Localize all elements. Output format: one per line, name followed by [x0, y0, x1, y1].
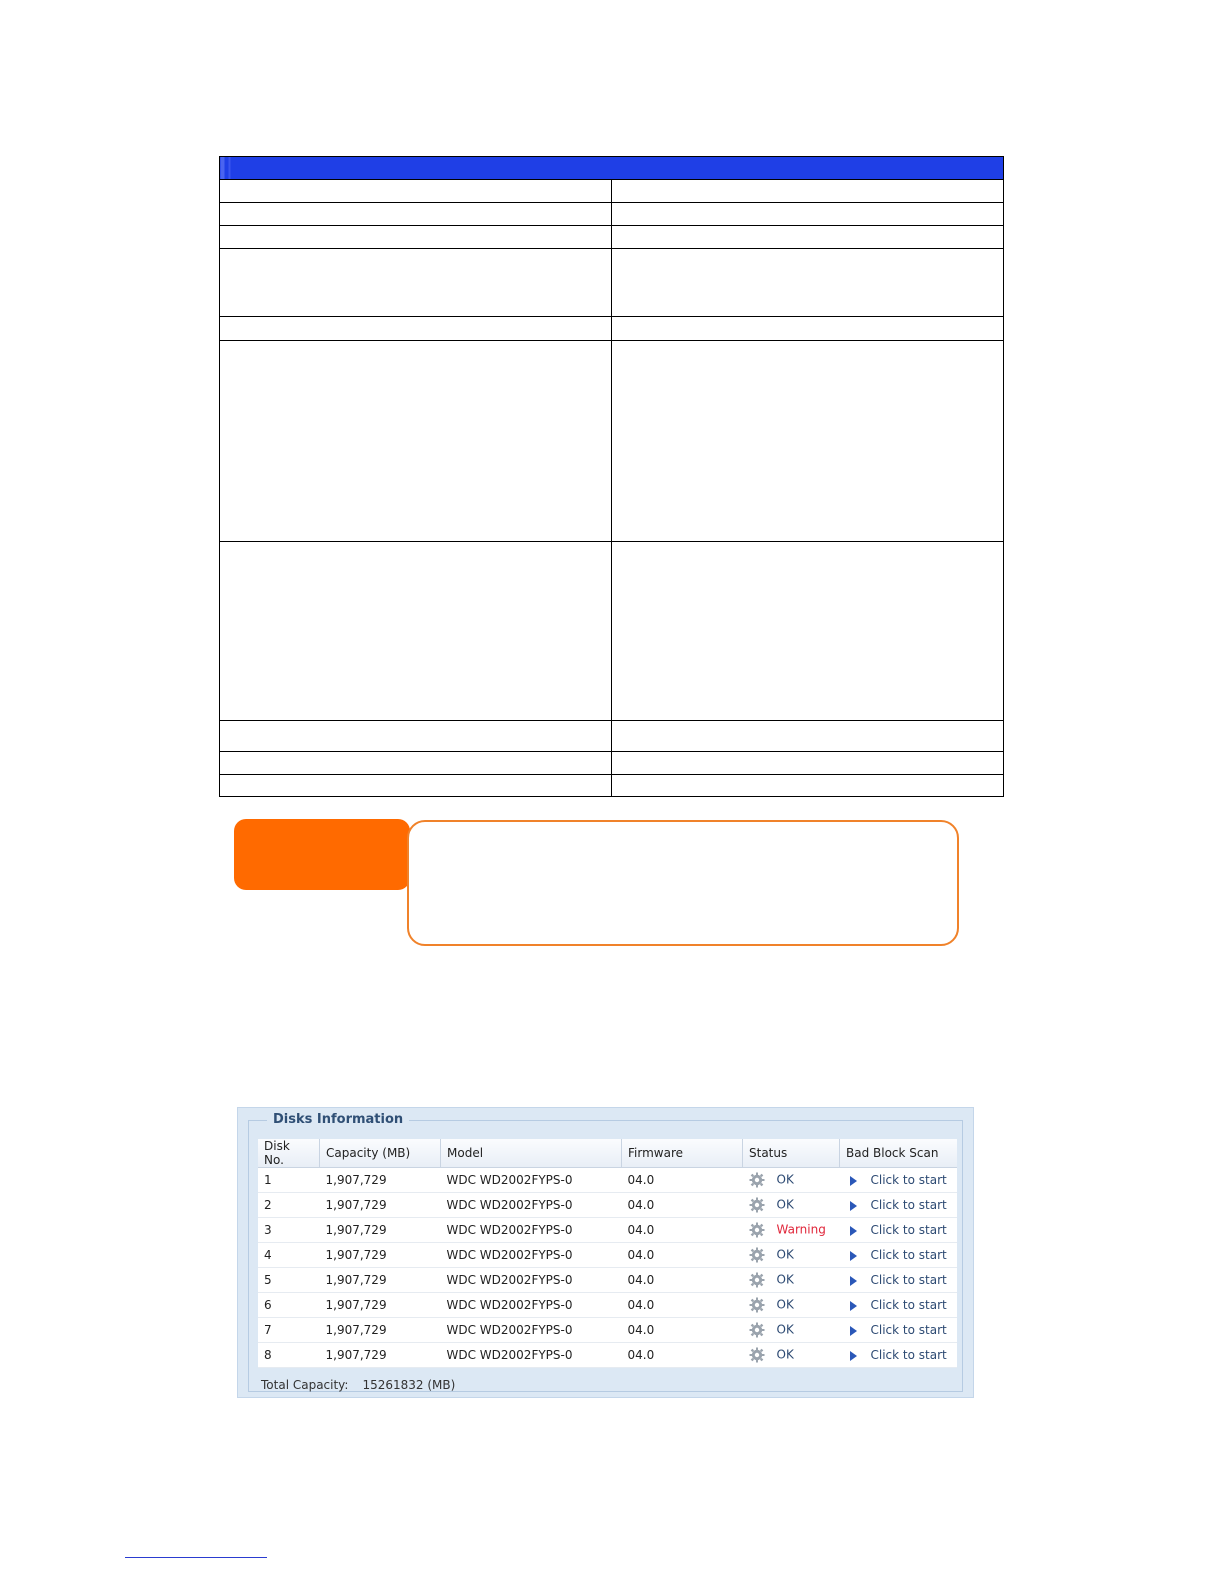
model-cell: WDC WD2002FYPS-0	[441, 1218, 622, 1243]
play-arrow-icon[interactable]	[850, 1351, 857, 1361]
status-text: Warning	[776, 1222, 826, 1237]
bad-block-scan-cell	[840, 1193, 958, 1218]
spec-row	[220, 542, 1004, 721]
status-cell	[743, 1318, 840, 1343]
total-capacity	[261, 1378, 455, 1392]
spec-row	[220, 203, 1004, 226]
bad-block-scan-cell	[840, 1243, 958, 1268]
spec-table	[219, 156, 1004, 797]
table-row[interactable]	[258, 1168, 957, 1193]
firmware-cell: 04.0	[622, 1318, 743, 1343]
status-cell	[743, 1243, 840, 1268]
capacity-cell: 1,907,729	[320, 1193, 441, 1218]
bad-block-scan-cell	[840, 1318, 958, 1343]
play-arrow-icon[interactable]	[850, 1301, 857, 1311]
spec-table-header	[220, 157, 1004, 180]
panel-title: Disks Information	[267, 1112, 409, 1127]
gear-icon[interactable]	[749, 1247, 765, 1263]
spec-row	[220, 317, 1004, 341]
status-text: OK	[776, 1347, 794, 1362]
status-text: OK	[776, 1297, 794, 1312]
total-capacity-value: 15261832 (MB)	[362, 1378, 456, 1392]
disks-information-panel	[237, 1107, 974, 1398]
disks-fieldset	[248, 1112, 963, 1392]
bad-block-scan-link[interactable]: Click to start	[870, 1348, 947, 1362]
firmware-cell: 04.0	[622, 1268, 743, 1293]
status-text: OK	[776, 1247, 794, 1262]
model-cell: WDC WD2002FYPS-0	[441, 1343, 622, 1368]
bad-block-scan-cell	[840, 1343, 958, 1368]
spec-row	[220, 721, 1004, 752]
bad-block-scan-cell	[840, 1268, 958, 1293]
gear-icon[interactable]	[749, 1222, 765, 1238]
footer-link-underline	[125, 1557, 267, 1558]
disks-table-header	[258, 1139, 957, 1168]
disk-no-cell: 5	[258, 1268, 320, 1293]
firmware-cell: 04.0	[622, 1343, 743, 1368]
bad-block-scan-link[interactable]: Click to start	[870, 1323, 947, 1337]
play-arrow-icon[interactable]	[850, 1276, 857, 1286]
spec-row	[220, 752, 1004, 775]
firmware-cell: 04.0	[622, 1218, 743, 1243]
note-label-tab	[234, 819, 410, 890]
disk-no-cell: 8	[258, 1343, 320, 1368]
bad-block-scan-cell	[840, 1218, 958, 1243]
column-header-model[interactable]: Model	[441, 1139, 622, 1168]
model-cell: WDC WD2002FYPS-0	[441, 1293, 622, 1318]
table-row[interactable]	[258, 1193, 957, 1218]
disk-no-cell: 2	[258, 1193, 320, 1218]
capacity-cell: 1,907,729	[320, 1243, 441, 1268]
play-arrow-icon[interactable]	[850, 1251, 857, 1261]
spec-row	[220, 226, 1004, 249]
capacity-cell: 1,907,729	[320, 1293, 441, 1318]
play-arrow-icon[interactable]	[850, 1326, 857, 1336]
play-arrow-icon[interactable]	[850, 1176, 857, 1186]
disks-table-body	[258, 1168, 957, 1368]
firmware-cell: 04.0	[622, 1293, 743, 1318]
disk-no-cell: 4	[258, 1243, 320, 1268]
spec-row	[220, 341, 1004, 542]
status-text: OK	[776, 1272, 794, 1287]
column-header-status[interactable]: Status	[743, 1139, 840, 1168]
status-cell	[743, 1193, 840, 1218]
disks-table	[258, 1139, 957, 1368]
table-row[interactable]	[258, 1218, 957, 1243]
disk-no-cell: 1	[258, 1168, 320, 1193]
table-row[interactable]	[258, 1243, 957, 1268]
model-cell: WDC WD2002FYPS-0	[441, 1168, 622, 1193]
model-cell: WDC WD2002FYPS-0	[441, 1243, 622, 1268]
table-row[interactable]	[258, 1268, 957, 1293]
column-header-disk-no[interactable]: Disk No.	[258, 1139, 320, 1168]
disk-no-cell: 6	[258, 1293, 320, 1318]
bad-block-scan-link[interactable]: Click to start	[870, 1198, 947, 1212]
gear-icon[interactable]	[749, 1272, 765, 1288]
gear-icon[interactable]	[749, 1297, 765, 1313]
gear-icon[interactable]	[749, 1172, 765, 1188]
status-cell	[743, 1168, 840, 1193]
firmware-cell: 04.0	[622, 1193, 743, 1218]
bad-block-scan-link[interactable]: Click to start	[870, 1248, 947, 1262]
capacity-cell: 1,907,729	[320, 1318, 441, 1343]
capacity-cell: 1,907,729	[320, 1343, 441, 1368]
spec-row	[220, 775, 1004, 797]
status-cell	[743, 1343, 840, 1368]
model-cell: WDC WD2002FYPS-0	[441, 1193, 622, 1218]
bad-block-scan-link[interactable]: Click to start	[870, 1223, 947, 1237]
status-text: OK	[776, 1197, 794, 1212]
column-header-capacity[interactable]: Capacity (MB)	[320, 1139, 441, 1168]
table-row[interactable]	[258, 1343, 957, 1368]
column-header-bad-block-scan[interactable]: Bad Block Scan	[840, 1139, 958, 1168]
firmware-cell: 04.0	[622, 1243, 743, 1268]
disk-no-cell: 7	[258, 1318, 320, 1343]
note-box	[407, 820, 959, 946]
status-cell	[743, 1218, 840, 1243]
bad-block-scan-link[interactable]: Click to start	[870, 1298, 947, 1312]
bad-block-scan-cell	[840, 1168, 958, 1193]
status-text: OK	[776, 1322, 794, 1337]
play-arrow-icon[interactable]	[850, 1201, 857, 1211]
firmware-cell: 04.0	[622, 1168, 743, 1193]
status-cell	[743, 1268, 840, 1293]
model-cell: WDC WD2002FYPS-0	[441, 1318, 622, 1343]
gear-icon[interactable]	[749, 1197, 765, 1213]
bad-block-scan-cell	[840, 1293, 958, 1318]
bad-block-scan-link[interactable]: Click to start	[870, 1173, 947, 1187]
column-header-firmware[interactable]: Firmware	[622, 1139, 743, 1168]
table-row[interactable]	[258, 1318, 957, 1343]
total-capacity-label: Total Capacity:	[261, 1378, 349, 1392]
status-text: OK	[776, 1172, 794, 1187]
capacity-cell: 1,907,729	[320, 1268, 441, 1293]
bad-block-scan-link[interactable]: Click to start	[870, 1273, 947, 1287]
disk-no-cell: 3	[258, 1218, 320, 1243]
capacity-cell: 1,907,729	[320, 1168, 441, 1193]
play-arrow-icon[interactable]	[850, 1226, 857, 1236]
gear-icon[interactable]	[749, 1347, 765, 1363]
spec-row	[220, 249, 1004, 317]
spec-row	[220, 180, 1004, 203]
capacity-cell: 1,907,729	[320, 1218, 441, 1243]
table-row[interactable]	[258, 1293, 957, 1318]
gear-icon[interactable]	[749, 1322, 765, 1338]
status-cell	[743, 1293, 840, 1318]
model-cell: WDC WD2002FYPS-0	[441, 1268, 622, 1293]
